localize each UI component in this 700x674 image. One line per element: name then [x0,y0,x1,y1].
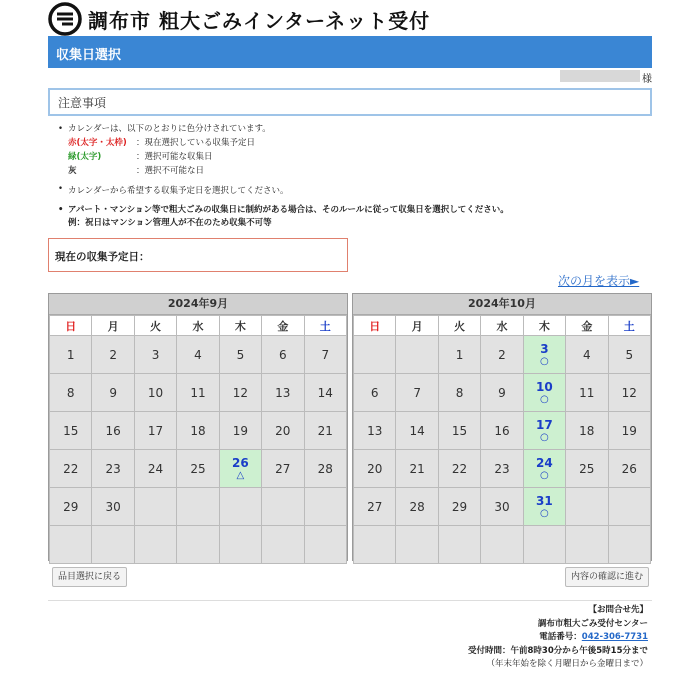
calendar-day-unavailable: 29 [438,488,480,526]
calendar-day-unavailable: 6 [262,336,304,374]
tel-link[interactable]: 042-306-7731 [581,632,648,642]
calendar-day-unavailable: 14 [396,412,438,450]
calendar-day-unavailable: 6 [354,374,396,412]
calendar-day-unavailable: 9 [92,374,134,412]
weekday-header: 水 [177,316,219,336]
site-header [48,4,430,34]
availability-mark: ○ [540,508,549,519]
calendar-grid [49,315,347,564]
calendar-day-unavailable: 26 [608,450,650,488]
calendar-day-unavailable: 22 [50,450,92,488]
legend-key-gray: 灰 [68,166,77,176]
calendar-empty-cell [262,488,304,526]
contact-center: 調布市粗大ごみ受付センター [537,618,648,629]
calendar-empty-cell [177,526,219,564]
bullet-icon: • [58,205,64,215]
day-number: 3 [540,342,549,356]
calendar-week-row [354,374,651,412]
legend-desc-red: ：現在選択している収集予定日 [136,138,256,148]
weekday-header: 木 [219,316,261,336]
calendar-day-unavailable: 12 [219,374,261,412]
calendar-empty-cell [396,526,438,564]
calendar-day-available[interactable] [523,450,565,488]
legend-desc-gray: ：選択不可能な日 [136,166,205,176]
legend-key-red: 赤(太字・太枠) [68,138,127,148]
footer-divider [48,600,652,601]
calendar-day-unavailable: 23 [481,450,523,488]
calendar-day-available[interactable] [523,412,565,450]
day-number: 31 [536,494,553,508]
weekday-header: 土 [608,316,650,336]
calendar-day-unavailable: 13 [262,374,304,412]
calendar-empty-cell [262,526,304,564]
legend-key-green: 緑(太字) [68,152,102,162]
weekday-header: 土 [304,316,346,336]
availability-mark: △ [236,470,245,481]
calendar-day-unavailable: 2 [481,336,523,374]
calendar-empty-cell [134,526,176,564]
calendar-week-row [354,336,651,374]
legend-desc-green: ：選択可能な収集日 [136,152,213,162]
calendar-day-unavailable: 20 [354,450,396,488]
calendar-empty-cell [219,526,261,564]
calendar-day-unavailable: 23 [92,450,134,488]
calendar-day-unavailable: 30 [92,488,134,526]
current-date-box [48,238,348,272]
day-number: 17 [536,418,553,432]
calendar-day-unavailable: 11 [177,374,219,412]
weekday-header: 金 [262,316,304,336]
calendar-day-unavailable: 5 [608,336,650,374]
availability-mark: ○ [540,394,549,405]
calendar-day-unavailable: 18 [566,412,608,450]
weekday-header: 火 [134,316,176,336]
calendar-week-row [50,450,347,488]
calendar-day-unavailable: 19 [219,412,261,450]
calendar-day-unavailable: 3 [134,336,176,374]
calendar-empty-cell [608,526,650,564]
hours-note: （年末年始を除く月曜日から金曜日まで） [486,659,648,669]
calendar-day-available[interactable] [523,336,565,374]
chofu-logo-icon [48,2,82,36]
calendar-day-unavailable: 11 [566,374,608,412]
calendar-empty-cell [50,526,92,564]
weekday-header: 日 [50,316,92,336]
calendar-day-unavailable: 8 [438,374,480,412]
availability-mark: ○ [540,356,549,367]
calendar-day-unavailable: 21 [304,412,346,450]
calendar-empty-cell [304,526,346,564]
calendar-day-unavailable: 17 [134,412,176,450]
site-title: 調布市 粗大ごみインターネット受付 [88,8,431,33]
day-number: 26 [232,456,249,470]
calendar-day-unavailable: 7 [396,374,438,412]
calendar-title: 2024年10月 [353,294,651,315]
calendar-day-unavailable: 30 [481,488,523,526]
availability-mark: ○ [540,432,549,443]
calendar-week-row [50,374,347,412]
calendar-empty-cell [304,488,346,526]
calendar-day-available[interactable] [219,450,261,488]
calendar-day-unavailable: 14 [304,374,346,412]
weekday-header: 木 [523,316,565,336]
calendar-day-unavailable: 25 [177,450,219,488]
calendar-day-unavailable: 15 [438,412,480,450]
next-month-link[interactable]: 次の月を表示► [558,274,640,288]
calendar-empty-cell [438,526,480,564]
weekday-header: 日 [354,316,396,336]
calendar-day-unavailable: 10 [134,374,176,412]
confirm-content-button[interactable]: 内容の確認に進む [565,567,649,587]
calendar-day-unavailable: 27 [262,450,304,488]
tel-label: 電話番号： [539,632,582,642]
calendar-week-row [50,336,347,374]
calendar-empty-cell [481,526,523,564]
calendar-empty-cell [608,488,650,526]
contact-title: 【お問合せ先】 [588,605,648,615]
calendar-day-unavailable: 5 [219,336,261,374]
calendar-empty-cell [92,526,134,564]
calendar-week-row [354,488,651,526]
calendar-empty-cell [219,488,261,526]
calendar-day-unavailable: 19 [608,412,650,450]
select-instruction [58,184,288,196]
calendar-grid [353,315,651,564]
weekday-header: 月 [396,316,438,336]
bullet-icon: • [58,124,64,134]
day-number: 24 [536,456,553,470]
apartment-notice-text: アパート・マンション等で粗大ごみの収集日に制約がある場合は、そのルールに従って収集日を選択してください。 [68,205,509,215]
notice-heading: 注意事項 [58,96,107,110]
user-name-redacted [560,70,640,82]
calendar-day-unavailable: 25 [566,450,608,488]
contact-footer [468,604,648,672]
user-suffix: 様 [642,74,652,85]
calendar-day-unavailable: 27 [354,488,396,526]
weekday-header: 金 [566,316,608,336]
calendar-september [48,293,348,561]
calendar-day-unavailable: 28 [396,488,438,526]
calendar-day-unavailable: 16 [481,412,523,450]
calendar-day-unavailable: 1 [438,336,480,374]
calendar-day-unavailable: 21 [396,450,438,488]
calendar-day-unavailable: 9 [481,374,523,412]
calendar-legend [58,122,271,178]
page-title-bar [48,36,652,68]
calendar-empty-cell [566,526,608,564]
day-number: 10 [536,380,553,394]
notice-heading-box [48,88,652,116]
calendar-empty-cell [566,488,608,526]
current-date-label: 現在の収集予定日： [55,251,150,263]
weekday-header: 火 [438,316,480,336]
calendar-week-row [354,412,651,450]
calendar-day-unavailable: 12 [608,374,650,412]
calendar-day-unavailable: 29 [50,488,92,526]
calendar-empty-cell [354,336,396,374]
calendar-day-unavailable: 20 [262,412,304,450]
calendar-day-unavailable: 16 [92,412,134,450]
availability-mark: ○ [540,470,549,481]
calendar-day-unavailable: 2 [92,336,134,374]
apartment-example: 例：祝日はマンション管理人が不在のため収集不可等 [68,218,272,228]
calendar-day-unavailable: 7 [304,336,346,374]
calendar-day-unavailable: 28 [304,450,346,488]
calendar-empty-cell [396,336,438,374]
legend-intro: カレンダーは、以下のとおりに色分けされています。 [68,124,271,134]
calendar-week-row [50,488,347,526]
calendar-week-row [354,526,651,564]
back-to-items-button[interactable]: 品目選択に戻る [52,567,127,587]
weekday-header: 水 [481,316,523,336]
calendar-day-unavailable: 24 [134,450,176,488]
calendar-empty-cell [134,488,176,526]
page-title: 収集日選択 [56,48,122,63]
apartment-notice [58,204,509,230]
bullet-icon: • [58,184,64,194]
calendar-empty-cell [523,526,565,564]
calendar-week-row [354,450,651,488]
calendar-day-unavailable: 4 [566,336,608,374]
calendar-day-unavailable: 13 [354,412,396,450]
select-instruction-text: カレンダーから希望する収集予定日を選択してください。 [68,186,289,196]
calendar-day-available[interactable] [523,488,565,526]
calendar-day-unavailable: 15 [50,412,92,450]
weekday-header: 月 [92,316,134,336]
calendar-day-unavailable: 22 [438,450,480,488]
calendar-october [352,293,652,561]
calendar-week-row [50,526,347,564]
calendar-day-unavailable: 4 [177,336,219,374]
calendar-week-row [50,412,347,450]
calendar-title: 2024年9月 [49,294,347,315]
calendar-empty-cell [354,526,396,564]
hours: 受付時間：午前8時30分から午後5時15分まで [468,645,648,656]
calendar-day-unavailable: 8 [50,374,92,412]
calendar-empty-cell [177,488,219,526]
calendar-day-unavailable: 1 [50,336,92,374]
calendar-day-unavailable: 18 [177,412,219,450]
calendar-day-available[interactable] [523,374,565,412]
